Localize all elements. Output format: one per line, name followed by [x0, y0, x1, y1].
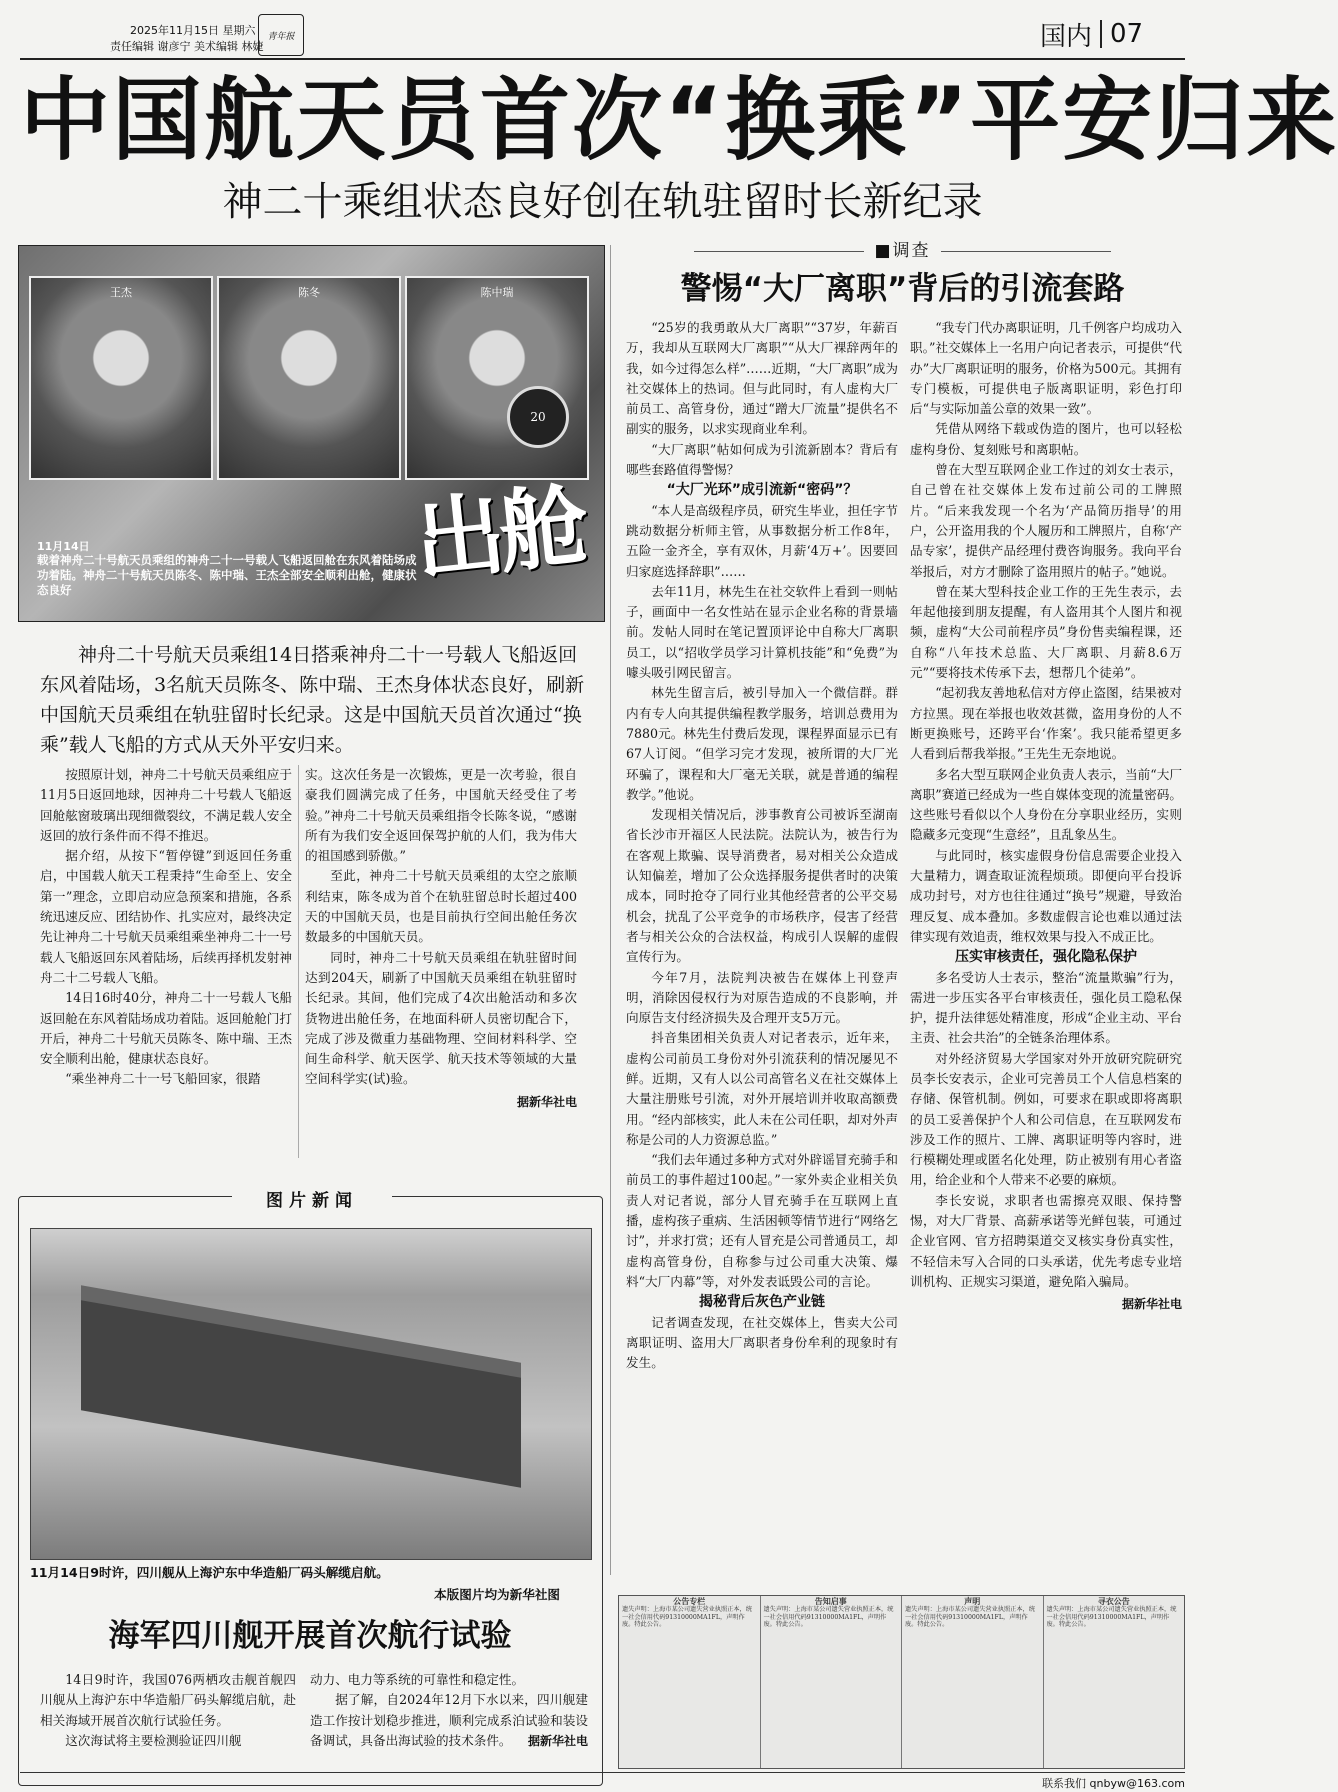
section-subhead: 压实审核责任，强化隐私保护	[955, 949, 1137, 966]
mission-badge: 20	[507, 386, 569, 448]
photo-caption-date: 11月14日	[37, 540, 90, 553]
subheadline: 神二十乘组状态良好创在轨驻留时长新纪录	[222, 179, 983, 225]
page-column-divider	[610, 245, 611, 1575]
picture-news-label: 图片新闻	[232, 1186, 392, 1211]
astronaut-name: 陈冬	[298, 286, 320, 299]
section-header	[1040, 16, 1143, 52]
investigation-column-1	[626, 318, 898, 1373]
ship-article-title: 海军四川舰开展首次航行试验	[108, 1618, 512, 1654]
label-rule	[694, 251, 864, 252]
paragraph: 实。这次任务是一次锻炼，更是一次考验，很自豪我们圆满完成了任务，中国航天经受住了考验。”神舟二十号航天员乘组指令长陈冬说，“感谢所有为我们安全返回保驾护航的人们，我为伟大的祖国感到骄傲。”	[305, 767, 577, 864]
paragraph: 曾在某大型科技企业工作的王先生表示，去年起他接到朋友提醒，有人盗用其个人图片和视频，虚构“大公司前程序员”身份售卖编程课，还自称“八年技术总监、大厂离职、月薪8.6万元”“要将技术传承下去，想帮几个徒弟”。	[910, 583, 1182, 681]
article-column-2	[305, 765, 577, 1112]
paragraph: 对外经济贸易大学国家对外开放研究院研究员李长安表示，企业可完善员工个人信息档案的存储、保管机制。例如，可要求在职或即将离职的员工妥善保护个人和公司信息，在互联网发布涉及工作的照片、工牌、离职证明等内容时，进行模糊处理或匿名化处理，防止被别有用心者盗用，给企业和个人带来不必要的麻烦。	[910, 1050, 1182, 1188]
astronaut-name: 陈中瑞	[480, 286, 514, 299]
paragraph: 多名受访人士表示，整治“流量欺骗”行为，需进一步压实各平台审核责任，强化员工隐私保护，提升法律惩处精准度，形成“企业主动、平台主责、社会共治”的全链条治理体系。	[910, 969, 1182, 1046]
paragraph: 据了解，自2024年12月下水以来，四川舰建造工作按计划稳步推进，顺利完成系泊试验和装设备调试，具备出海试验的技术条件。	[310, 1692, 588, 1748]
astronaut-portrait	[405, 276, 589, 480]
paragraph: 与此同时，核实虚假身份信息需要企业投入大量精力，调查取证流程烦琐。即便向平台投诉成功封号，对方也往往通过“换号”规避，导致治理反复、成本叠加。多数虚假言论也难以通过法律实现有效追责，维权效果与投入不成正比。	[910, 847, 1182, 944]
paragraph: 至此，神舟二十号航天员乘组的太空之旅顺利结束，陈冬成为首个在轨驻留总时长超过400天的中国航天员，也是目前执行空间出舱任务次数最多的中国航天员。	[305, 868, 577, 945]
label-rule	[941, 251, 1111, 252]
paragraph: “我们去年通过多种方式对外辟谣冒充骑手和前员工的事件超过100起。”一家外卖企业相关负责人对记者说，部分人冒充骑手在互联网上直播，虚构孩子重病、生活困顿等情节进行“网络乞讨”，并求打赏；还有人冒充是公司普通员工，却虚构高管身份，自称参与过公司重大决策、爆料“大厂内幕”等，对外发表诋毁公司的言论。	[626, 1152, 898, 1289]
ad-header: 公告专栏	[673, 1596, 706, 1606]
ad-column	[1044, 1596, 1185, 1768]
paragraph: 曾在大型互联网企业工作过的刘女士表示，自己曾在社交媒体上发布过前公司的工牌照片。“后来我发现一个名为‘产品简历指导’的用户，公开盗用我的个人履历和工牌照片，自称‘产品专家’，提供产品经理付费咨询服务。我向平台举报后，对方才删除了盗用照片的帖子。”她说。	[910, 462, 1182, 579]
paragraph: 抖音集团相关负责人对记者表示，近年来，虚构公司前员工身份对外引流获利的情况屡见不鲜。近期，又有人以公司高管名义在社交媒体上大量注册账号引流，对外开展培训并收取高额费用。“经内部核实，此人未在公司任职，却对外声称是公司的人力资源总监。”	[626, 1030, 898, 1147]
ship-photo-caption: 11月14日9时许，四川舰从上海沪东中华造船厂码头解缆启航。	[30, 1565, 389, 1580]
paragraph: 多名大型互联网企业负责人表示，当前“大厂离职”赛道已经成为一些自媒体变现的流量密码。这些账号看似以个人身份在分享职业经历，实则隐藏多元变现“生意经”，且乱象丛生。	[910, 766, 1182, 843]
ad-column	[902, 1596, 1044, 1768]
paragraph: “25岁的我勇敢从大厂离职”“37岁，年薪百万，我却从互联网大厂离职”“从大厂裸辞两年的我，如今过得怎么样”……近期，“大厂离职”成为社交媒体上的热词。但与此同时，有人虚构大厂前员工、高管身份，通过“蹭大厂流量”提供名不副实的服务，以求实现商业牟利。	[626, 320, 898, 437]
issue-date: 2025年11月15日 星期六	[130, 24, 256, 37]
astronaut-photo	[18, 245, 605, 622]
page-number: 07	[1110, 19, 1144, 49]
photo-source: 本版图片均为新华社图	[434, 1587, 560, 1602]
astronaut-portrait	[217, 276, 401, 480]
paragraph: 林先生留言后，被引导加入一个微信群。群内有专人向其提供编程教学服务，培训总费用为7880元。林先生付费后发现，课程界面显示已有67人订阅。“但学习完才发现，被所谓的大厂光环骗了，课程和大厂毫无关联，就是普通的编程教学。”他说。	[626, 685, 898, 802]
page-footer: 联系我们 qnbyw@163.com	[20, 1772, 1185, 1791]
paragraph: “乘坐神舟二十一号飞船回家，很踏	[65, 1071, 261, 1087]
investigation-column-2	[910, 318, 1182, 1315]
paragraph: 据介绍，从按下“暂停键”到返回任务重启，中国载人航天工程秉持“生命至上、安全第一”理念，立即启动应急预案和措施，各系统迅速反应、团结协作、扎实应对，最终决定先让神舟二十号航天员乘组乘坐神舟二十一号载人飞船返回东风着陆场，后续再择机发射神舟二十二号载人飞船。	[40, 848, 292, 985]
ad-text: 遗失声明：上海市某公司遗失营业执照正本，统一社会信用代码91310000MA1FL，声明作废。特此公告。	[905, 1605, 1035, 1629]
paragraph: 去年11月，林先生在社交软件上看到一则帖子，画面中一名女性站在显示企业名称的背景墙前。发帖人同时在笔记置顶评论中自称大厂离职员工，以“招收学员学习计算机技能”和“免费”为噱头吸引网民留言。	[626, 583, 898, 681]
article-column-1	[40, 765, 292, 1090]
paragraph: “起初我友善地私信对方停止盗图，结果被对方拉黑。现在举报也收效甚微，盗用身份的人不断更换账号，还跨平台‘作案’。我只能希望更多人看到后帮我举报。”王先生无奈地说。	[910, 685, 1182, 762]
paragraph: 发现相关情况后，涉事教育公司被诉至湖南省长沙市开福区人民法院。法院认为，被告行为在客观上欺骗、误导消费者，易对相关公众造成认知偏差，增加了公众选择服务提供者时的决策成本，同时抢夺了同行业其他经营者的公平交易机会，扰乱了公平竞争的市场秩序，侵害了经营者与相关公众的合法权益，构成引人误解的虚假宣传行为。	[626, 807, 898, 965]
paragraph: 同时，神舟二十号航天员乘组在轨驻留时间达到204天，刷新了中国航天员乘组在轨驻留时长纪录。其间，他们完成了4次出舱活动和多次货物进出舱任务，在地面科研人员密切配合下，完成了涉及微重力基础物理、空间材料科学、空间生命科学、航天医学、航天技术等领域的大量空间科学实(试)验。	[305, 949, 577, 1087]
ad-text: 遗失声明：上海市某公司遗失营业执照正本，统一社会信用代码91310000MA1FL，声明作废。特此公告。	[1046, 1605, 1177, 1629]
ad-header: 声明	[964, 1596, 981, 1606]
paragraph: 14日9时许，我国076两栖攻击舰首舰四川舰从上海沪东中华造船厂码头解缆启航，赴相关海域开展首次航行试验任务。	[40, 1672, 296, 1728]
astronaut-name: 王杰	[110, 286, 132, 299]
ad-column	[761, 1596, 903, 1768]
ship-article-column-2	[310, 1670, 588, 1751]
article-credit: 据新华社电	[516, 1094, 577, 1109]
ad-header: 寻衣公告	[1097, 1596, 1130, 1606]
article-credit: 据新华社电	[1121, 1297, 1182, 1312]
photo-overlay-text: 出舱	[409, 472, 588, 596]
ad-header: 告知启事	[814, 1596, 847, 1606]
paragraph: “大厂离职”帖如何成为引流新剧本？背后有哪些套路值得警惕？	[626, 441, 898, 478]
paragraph: “本人是高级程序员，研究生毕业，担任字节跳动数据分析师主管，从事数据分析工作8年，五险一金齐全，享有双休，月薪‘4万+’。因要回归家庭选择辞职”……	[626, 502, 898, 579]
ad-column	[619, 1596, 761, 1768]
ad-text: 遗失声明：上海市某公司遗失营业执照正本，统一社会信用代码91310000MA1FL，声明作废。特此公告。	[763, 1605, 894, 1629]
investigation-title: 警惕“大厂离职”背后的引流套路	[680, 271, 1125, 307]
editors-line: 责任编辑 谢彦宁 美术编辑 林婕	[110, 40, 264, 53]
paragraph: 动力、电力等系统的可靠性和稳定性。	[310, 1672, 525, 1687]
paragraph: 按照原计划，神舟二十号航天员乘组应于11月5日返回地球，因神舟二十号载人飞船返回舱舷窗玻璃出现细微裂纹，不满足载人安全返回的放行条件而不得不推迟。	[40, 767, 292, 843]
investigation-label	[620, 236, 1185, 261]
classified-ads	[618, 1595, 1185, 1769]
ad-text: 遗失声明：上海市某公司遗失营业执照正本，统一社会信用代码91310000MA1FL，声明作废。特此公告。	[622, 1605, 752, 1629]
paragraph: 李长安说，求职者也需擦亮双眼、保持警惕，对大厂背景、高薪承诺等光鲜包装，可通过企业官网、官方招聘渠道交叉核实身份真实性，不轻信未写入合同的口头承诺，优先考虑专业培训机构、正规实习渠道，避免陷入骗局。	[910, 1192, 1182, 1289]
investigation-label-text: ■调查	[874, 241, 931, 261]
section-name: 国内	[1040, 21, 1093, 52]
ship-photo	[30, 1228, 592, 1560]
top-rule	[20, 58, 1185, 60]
paragraph: 记者调查发现，在社交媒体上，售卖大公司离职证明、盗用大厂离职者身份牟利的现象时有发生。	[626, 1314, 898, 1371]
photo-caption: 载着神舟二十号航天员乘组的神舟二十一号载人飞船返回舱在东风着陆场成功着陆。神舟二十号航天员陈冬、陈中瑞、王杰全部安全顺利出舱，健康状态良好	[37, 553, 417, 597]
section-divider	[1100, 20, 1102, 48]
column-divider	[298, 765, 299, 1158]
section-subhead: “大厂光环”成引流新“密码”？	[666, 482, 858, 499]
astronaut-portrait	[29, 276, 213, 480]
section-subhead: 揭秘背后灰色产业链	[699, 1294, 825, 1311]
paragraph: 今年7月，法院判决被告在媒体上刊登声明，消除因侵权行为对原告造成的不良影响，并向原告支付经济损失及合理开支5万元。	[626, 969, 898, 1026]
ship-article-column-1	[40, 1670, 296, 1751]
lead-paragraph: 神舟二十号航天员乘组14日搭乘神舟二十一号载人飞船返回东风着陆场，3名航天员陈冬、陈中瑞、王杰身体状态良好，刷新中国航天员乘组在轨驻留时长纪录。这是中国航天员首次通过“换乘”载人飞船的方式从天外平安归来。	[40, 644, 585, 756]
paragraph: 14日16时40分，神舟二十一号载人飞船返回舱在东风着陆场成功着陆。返回舱舱门打开后，神舟二十号航天员陈冬、陈中瑞、王杰安全顺利出舱，健康状态良好。	[40, 990, 292, 1067]
paragraph: “我专门代办离职证明，几千例客户均成功入职。”社交媒体上一名用户向记者表示，可提供“代办”大厂离职证明的服务，价格为500元。其拥有专门模板，可提供电子版离职证明，彩色打印后“与实际加盖公章的效果一致”。	[910, 320, 1182, 417]
article-credit: 据新华社电	[527, 1734, 588, 1749]
paragraph: 凭借从网络下载或伪造的图片，也可以轻松虚构身份、复刻账号和离职帖。	[910, 421, 1182, 457]
paragraph: 这次海试将主要检测验证四川舰	[65, 1732, 242, 1748]
headline: 中国航天员首次“换乘”平安归来	[20, 68, 1338, 173]
newspaper-logo: 青年报	[258, 14, 304, 56]
